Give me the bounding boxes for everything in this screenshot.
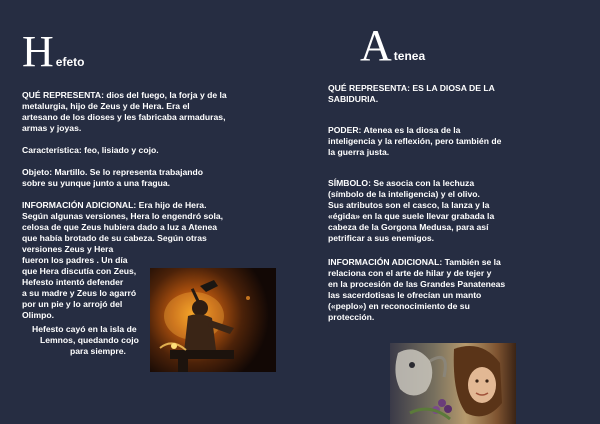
hefeto-represents (22, 90, 270, 134)
atenea-owl-image (390, 343, 516, 424)
text-line: «égida» en la que suele llevar grabada la (328, 211, 495, 221)
text-line: por un pie y lo arrojó del (22, 299, 123, 309)
text-line: que había brotado de su cabeza. Según otras (22, 233, 207, 243)
text-line: Lemnos, quedando cojo (40, 335, 139, 345)
text-line: fueron los padres . Un día (22, 255, 128, 265)
hefeto-forge-image (150, 268, 276, 372)
atenea-additional-info (328, 257, 586, 323)
text-line: Hefesto intentó defender (22, 277, 124, 287)
blacksmith-illustration (150, 268, 276, 372)
text-line: SÍMBOLO: Se asocia con la lechuza (328, 178, 475, 188)
text-line: INFORMACIÓN ADICIONAL: Era hijo de Hera. (22, 200, 207, 210)
atenea-symbol (328, 178, 586, 244)
hefeto-characteristic: Característica: feo, lisiado y cojo. (22, 145, 159, 155)
text-line: en la procesión de las Grandes Panateneas (328, 279, 506, 289)
hefeto-title-rest: efeto (55, 55, 85, 69)
text-line: (símbolo de la inteligencia) y el olivo. (328, 189, 480, 199)
atenea-represents (328, 83, 586, 105)
atenea-title-initial: A (360, 21, 392, 70)
goddess-owl-illustration (390, 343, 516, 424)
atenea-section (328, 21, 586, 323)
hefeto-title-initial: H (22, 27, 54, 76)
text-line: la guerra justa. (328, 147, 390, 157)
text-line: Sus atributos son el casco, la lanza y la (328, 200, 490, 210)
text-line: QUÉ REPRESENTA: ES LA DIOSA DE LA (328, 83, 495, 93)
text-line: Objeto: Martillo. Se lo representa trabajando (22, 167, 203, 177)
text-line: sobre su yunque junto a una fragua. (22, 178, 171, 188)
hefeto-title (22, 27, 270, 76)
text-line: PODER: Atenea es la diosa de la (328, 125, 461, 135)
text-line: relaciona con el arte de hilar y de tejer y (328, 268, 492, 278)
text-line: cabeza de la Gorgona Medusa, para así (328, 222, 489, 232)
text-line: QUÉ REPRESENTA: dios del fuego, la forja y de la (22, 90, 227, 100)
hefeto-object (22, 167, 270, 189)
text-line: artesano de los dioses y les fabricaba armaduras, (22, 112, 226, 122)
text-line: petrificar a sus enemigos. (328, 233, 435, 243)
text-line: INFORMACIÓN ADICIONAL: También se la (328, 257, 501, 267)
text-line: para siempre. (70, 346, 126, 356)
atenea-title-rest: tenea (393, 49, 426, 63)
text-line: Olimpo. (22, 310, 54, 320)
text-line: celosa de que Zeus hubiera dado a luz a Atenea (22, 222, 218, 232)
atenea-title (360, 21, 586, 70)
text-line: que Hera discutía con Zeus, (22, 266, 137, 276)
text-line: inteligencia y la reflexión, pero también de (328, 136, 502, 146)
atenea-power (328, 125, 586, 158)
text-line: protección. (328, 312, 375, 322)
text-line: versiones Zeus y Hera (22, 244, 114, 254)
text-line: Hefesto cayó en la isla de (32, 324, 137, 334)
text-line: metalurgia, hijo de Zeus y de Hera. Era el (22, 101, 190, 111)
text-line: armas y joyas. (22, 123, 82, 133)
text-line: las sacerdotisas le ofrecían un manto (328, 290, 482, 300)
text-line: («peplo») en reconocimiento de su (328, 301, 470, 311)
text-line: a su madre y Zeus lo agarró (22, 288, 137, 298)
text-line: SABIDURIA. (328, 94, 379, 104)
text-line: Según algunas versiones, Hera lo engendró sola, (22, 211, 224, 221)
